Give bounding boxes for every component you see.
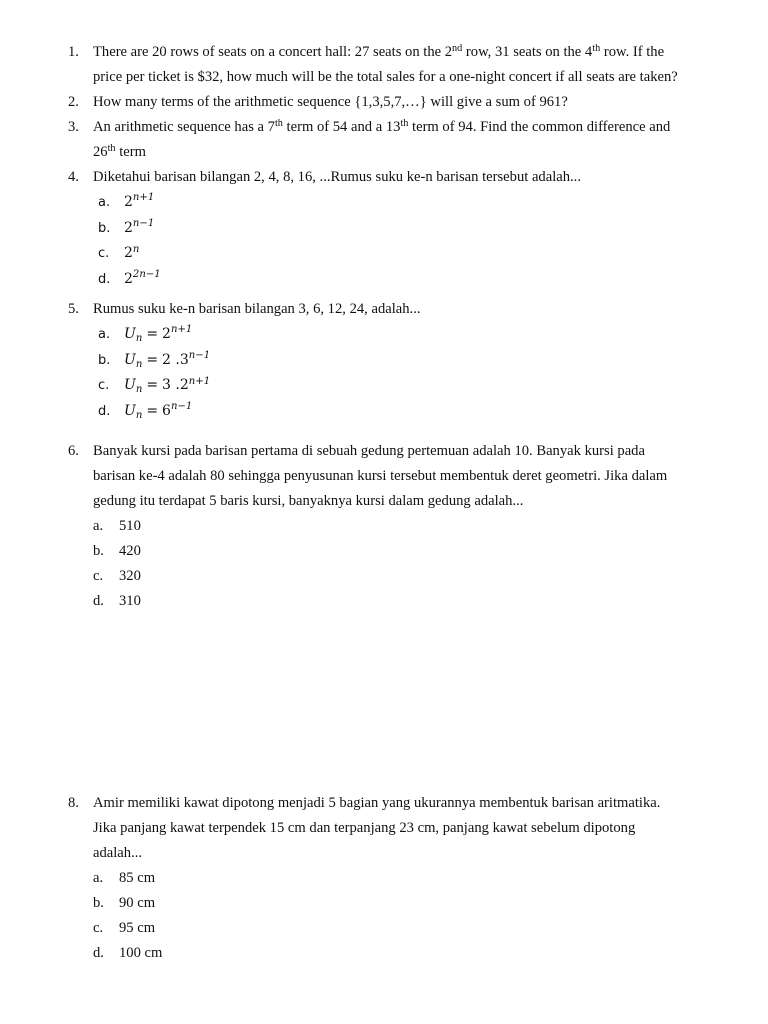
question-number: 5. [68, 301, 79, 317]
question-text: Amir memiliki kawat dipotong menjadi 5 bagian yang ukurannya membentuk barisan aritmatika. [93, 795, 661, 811]
option-a: a. $U_n = 2^{n+1}$ [98, 324, 193, 345]
option-a: a. 85 cm [93, 870, 156, 886]
question-text-line: Jika panjang kawat terpendek 15 cm dan terpanjang 23 cm, panjang kawat sebelum dipotong [93, 820, 636, 836]
option-b: b. $U_n = 2$ $.3^{n-1}$ [98, 350, 211, 370]
question-text-line: barisan ke-4 adalah 80 sehingga penyusunan kursi tersebut membentuk deret geometri. Jika dalam [93, 468, 668, 484]
question-text: There are 20 rows of seats on a concert hall: 27 seats on the 2nd row, 31 seats on the 4th row. If the [93, 43, 665, 60]
question-text: How many terms of the arithmetic sequence {1,3,5,7,…} will give a sum of 961? [93, 94, 568, 110]
option-d: d. 310 [93, 593, 141, 609]
option-a: a. 510 [93, 518, 141, 534]
option-c: c. $U_n = 3$ $.2^{n+1}$ [98, 375, 211, 396]
question-text: An arithmetic sequence has a 7th term of 54 and a 13th term of 94. Find the common difference and [93, 118, 671, 135]
question-number: 2. [68, 94, 79, 110]
answer-options [0, 190, 768, 292]
question-number: 4. [68, 169, 79, 185]
question-text: Diketahui barisan bilangan 2, 4, 8, 16, ...Rumus suku ke-n barisan tersebut adalah... [93, 169, 581, 185]
question-number: 8. [68, 795, 79, 811]
question-text-line: 26th term [93, 143, 146, 160]
question-text: Banyak kursi pada barisan pertama di sebuah gedung pertemuan adalah 10. Banyak kursi pada [93, 443, 645, 459]
option-d: d. 100 cm [93, 945, 163, 961]
option-b: b. 420 [93, 543, 141, 559]
question-text-line: price per ticket is $32, how much will be the total sales for a one-night concert if all seats are taken? [93, 69, 678, 85]
question-6 [0, 439, 768, 614]
question-1 [0, 40, 768, 90]
question-text: Rumus suku ke-n barisan bilangan 3, 6, 12, 24, adalah... [93, 301, 421, 317]
question-text-line: adalah... [93, 845, 143, 861]
question-4 [0, 165, 768, 292]
option-a: a. $2^{n+1}$ [98, 192, 155, 210]
option-d: d. $2^{2n-1}$ [98, 269, 161, 287]
answer-options [0, 322, 768, 424]
option-c: c. 320 [93, 568, 141, 584]
option-b: b. 90 cm [93, 895, 156, 911]
question-5 [0, 297, 768, 424]
option-c: c. 2$^n$ [98, 243, 140, 262]
question-3 [0, 115, 768, 165]
question-2 [0, 90, 768, 115]
question-number: 3. [68, 119, 79, 135]
option-c: c. 95 cm [93, 920, 156, 936]
option-d: d. $U_n = 6^{n-1}$ [98, 401, 193, 421]
question-number: 1. [68, 44, 79, 60]
option-b: b. $2^{n-1}$ [98, 218, 155, 236]
answer-options [0, 514, 768, 614]
question-number: 6. [68, 443, 79, 459]
question-text-line: gedung itu terdapat 5 baris kursi, banyaknya kursi dalam gedung adalah... [93, 493, 524, 509]
answer-options [0, 866, 768, 966]
question-8 [0, 791, 768, 966]
